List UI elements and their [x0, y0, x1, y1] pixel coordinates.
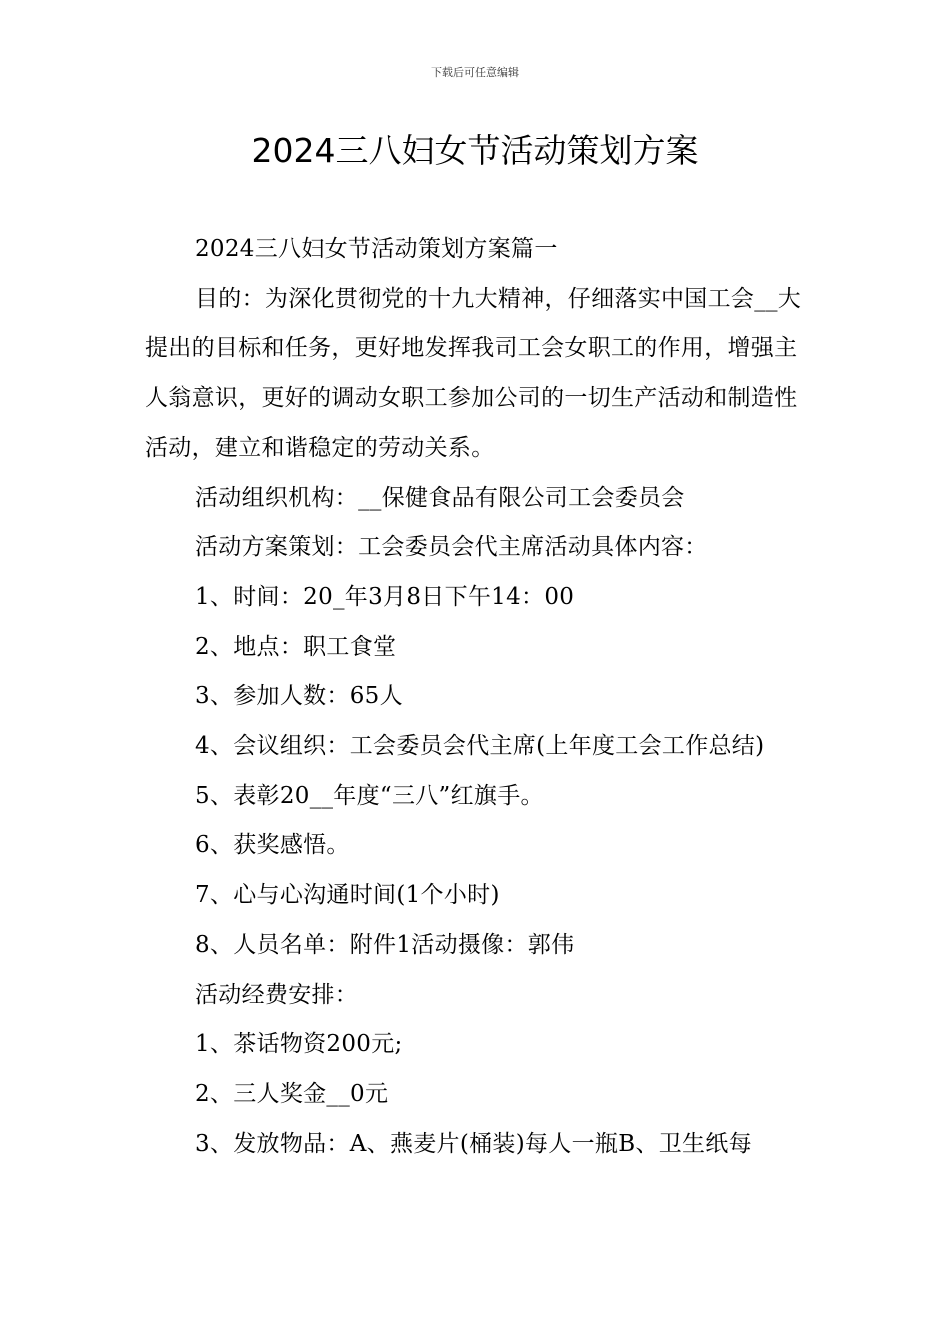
paragraph-item-location: 2、地点：职工食堂 [195, 633, 397, 660]
paragraph-item-meeting: 4、会议组织：工会委员会代主席(上年度工会工作总结) [195, 733, 765, 760]
paragraph-budget-items: 3、发放物品：A、燕麦片(桶装)每人一瓶B、卫生纸每 [195, 1130, 752, 1157]
paragraph-organizer: 活动组织机构：__保健食品有限公司工会委员会 [195, 484, 685, 511]
paragraph-budget-tea: 1、茶话物资200元; [195, 1031, 403, 1058]
paragraph-item-time: 1、时间：20_年3月8日下午14：00 [195, 583, 575, 610]
header-note: 下载后可任意编辑 [431, 66, 519, 79]
paragraph-item-roster: 8、人员名单：附件1活动摄像：郭伟 [195, 931, 575, 958]
paragraph-section-heading: 2024三八妇女节活动策划方案篇一 [195, 236, 558, 262]
document-title: 2024三八妇女节活动策划方案 [251, 131, 699, 170]
paragraph-budget-bonus: 2、三人奖金__0元 [195, 1080, 389, 1107]
paragraph-purpose: 目的：为深化贯彻党的十九大精神，仔细落实中国工会__大提出的目标和任务，更好地发挥我司工会女职工的作用，增强主人翁意识，更好的调动女职工参加公司的一切生产活动和制造性活动，建立和谐稳定的劳动关系。 [145, 285, 802, 461]
document-body [145, 225, 813, 1169]
paragraph-item-attendees: 3、参加人数：65人 [195, 683, 403, 710]
paragraph-item-commendation: 5、表彰20__年度“三八”红旗手。 [195, 782, 544, 809]
paragraph-budget-heading: 活动经费安排： [195, 981, 359, 1008]
paragraph-planner: 活动方案策划：工会委员会代主席活动具体内容： [195, 534, 708, 561]
paragraph-item-reflections: 6、获奖感悟。 [195, 832, 350, 859]
paragraph-item-communication: 7、心与心沟通时间(1个小时) [195, 882, 500, 909]
